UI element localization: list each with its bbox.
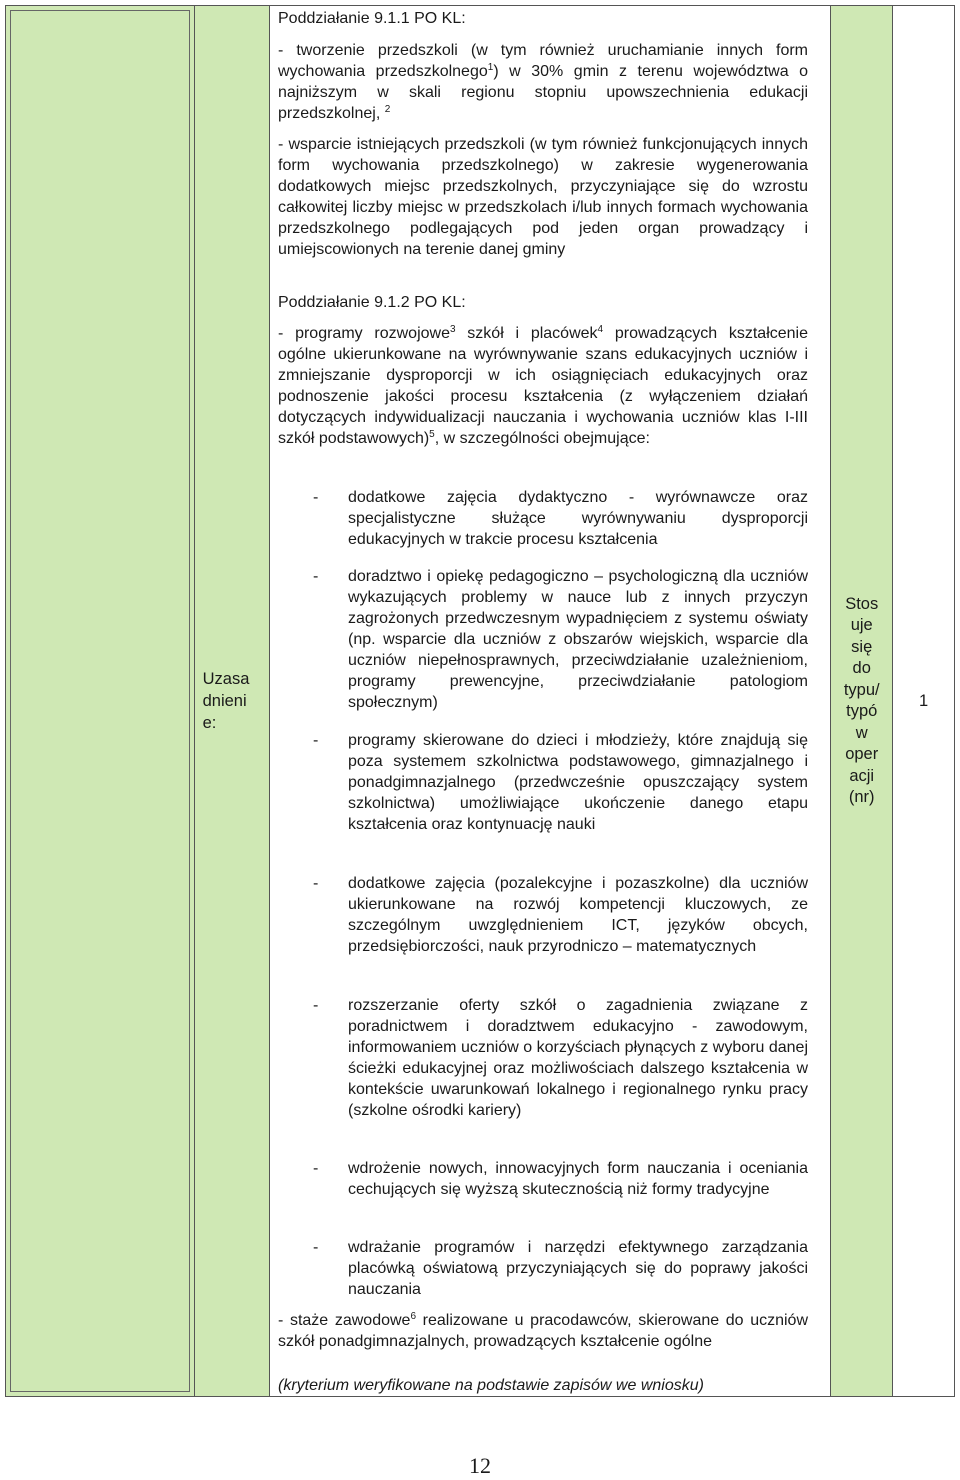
list-item-text: wdrażanie programów i narzędzi efektywnego zarządzania placówką oświatową przyczyniających się do poprawy jakości nauczania <box>348 1239 808 1298</box>
text-run: - programy rozwojowe <box>278 325 450 342</box>
stosuje-line: oper <box>845 745 879 763</box>
page-number: 12 <box>469 1453 491 1478</box>
text-run: ) w 30% gmin z terenu województwa o najniższym w skali regionu stopniu upowszechnienia edukacji przedszkolnej, <box>278 63 809 122</box>
list-item-text: dodatkowe zajęcia dydaktyczno - wyrównawcze oraz specjalistyczne służące wyrównywaniu dysproporcji edukacyjnych w trakcie procesu kształcenia <box>348 489 808 548</box>
footnote-ref: 1 <box>487 62 494 73</box>
list-item-text: rozszerzanie oferty szkół o zagadnienia związane z poradnictwem i doradztwem edukacyjno - zawodowym, informowaniem uczniów o korzyściach płynących z wyboru danej ścieżki edukacyjnej oraz możliwościach dalszego kształcenia w kontekście uwarunkowań lokalnego i regionalnego rynku pracy (szkolne ośrodki kariery) <box>348 997 808 1119</box>
list-dash: - <box>313 489 319 506</box>
text-run: - tworzenie przedszkoli (w tym również uruchamianie innych form wychowania przedszkolnego <box>278 42 808 80</box>
stosuje-line: typu/ <box>843 680 880 699</box>
paragraph-kindergartens-support: - wsparcie istniejących przedszkoli (w tym również funkcjonujących innych form wychowania przedszkolnego) w zakresie wygenerowania dodatkowych miejsc przedszkolnych, przyczyniające się do wzrostu całkowitej liczby miejsc w przedszkolach i/lub innych formach wychowania przedszkolnego podlegających pod jeden organ prowadzący i umiejscowionych na terenie danej gminy <box>278 136 808 258</box>
green-left-cell <box>6 6 195 1396</box>
text-run: - staże zawodowe <box>278 1312 411 1329</box>
list-item-text: dodatkowe zajęcia (pozalekcyjne i pozaszkolne) dla uczniów ukierunkowane na rozwój kompetencji kluczowych, ze szczególnym uwzględnieniem ICT, języków obcych, przedsiębiorczości, nauk przyrodniczo – matematycznych <box>348 875 808 955</box>
list-dash: - <box>313 1160 319 1177</box>
stosuje-line: (nr) <box>848 788 875 806</box>
footnote-ref: 4 <box>597 324 604 335</box>
stosuje-line: do <box>852 659 871 677</box>
text-run: , w szczególności obejmujące: <box>434 430 650 447</box>
stosuje-line: acji <box>849 766 875 785</box>
uzasadnienie-line: Uzasa <box>202 670 250 688</box>
list-item-text: programy skierowane do dzieci i młodzieży, które znajdują się poza systemem szkolnictwa podstawowego, gimnazjalnego i ponadgimnazjalnego (przedwcześnie opuszczający system szkolnictwa) umożliwiające ukończenie danego etapu kształcenia oraz kontynuację nauki <box>348 732 808 833</box>
list-dash: - <box>313 568 319 585</box>
subaction-heading: Poddziałanie 9.1.2 PO KL: <box>278 294 466 311</box>
list-dash: - <box>313 1239 319 1256</box>
stosuje-line: Stos <box>845 594 879 613</box>
uzasadnienie-label <box>203 668 250 734</box>
subaction-heading: Poddziałanie 9.1.1 PO KL: <box>278 10 466 27</box>
footnote-ref: 3 <box>450 324 456 335</box>
stosuje-label <box>844 594 880 809</box>
paragraph-internships <box>278 1310 808 1352</box>
text-run: realizowane u pracodawców, skierowane do uczniów szkół ponadgimnazjalnych, prowadzących kształcenie ogólne <box>278 1312 808 1350</box>
footnote-ref: 5 <box>429 429 435 440</box>
uzasadnienie-cell <box>195 6 271 1396</box>
stosuje-line: w <box>855 723 868 742</box>
uzasadnienie-line: e: <box>202 714 217 732</box>
list-item-text: wdrożenie nowych, innowacyjnych form nauczania i oceniania cechujących się wyższą skutecznością niż formy tradycyjne <box>348 1160 808 1198</box>
paragraph-kindergartens-creation <box>278 40 808 124</box>
footnote-ref: 2 <box>384 104 391 115</box>
stosuje-cell <box>831 6 893 1396</box>
list-dash: - <box>313 997 319 1014</box>
list-dash: - <box>313 732 319 749</box>
stosuje-line: typó <box>846 702 878 720</box>
operation-type-value: 1 <box>918 691 929 710</box>
text-run: szkół i placówek <box>455 325 598 342</box>
list-item-text: doradztwo i opiekę pedagogiczno – psychologiczną dla uczniów wykazujących problemy w nauce lub z innych przyczyn zagrożonych przedwczesnym wypadnięciem z systemu oświaty (np. wsparcie dla uczniów z obszarów wiejskich, wsparcie dla uczniów niepełnosprawnych, przeciwdziałanie uzależnieniom, programy prewencyjne, przeciwdziałanie patologiom społecznym) <box>348 568 808 711</box>
uzasadnienie-line: dnieni <box>202 692 247 710</box>
stosuje-line: uje <box>850 616 873 634</box>
verification-note: (kryterium weryfikowane na podstawie zapisów we wniosku) <box>278 1377 704 1394</box>
operation-type-value-cell <box>893 6 954 1396</box>
stosuje-line: się <box>851 637 873 656</box>
text-run: prowadzących kształcenie ogólne ukierunkowane na wyrównywanie szans edukacyjnych uczniów i zmniejszanie dysproporcji w ich osiągnięciach edukacyjnych oraz podnoszenie jakości procesu kształcenia (z wyłączeniem działań dotyczących indywidualizacji nauczania i wychowania uczniów klas I-III szkół podstawowych) <box>278 325 809 447</box>
inner-cell-frame <box>10 10 190 1392</box>
list-dash: - <box>313 875 319 892</box>
paragraph-development-programs <box>278 323 808 449</box>
footnote-ref: 6 <box>410 1311 416 1322</box>
